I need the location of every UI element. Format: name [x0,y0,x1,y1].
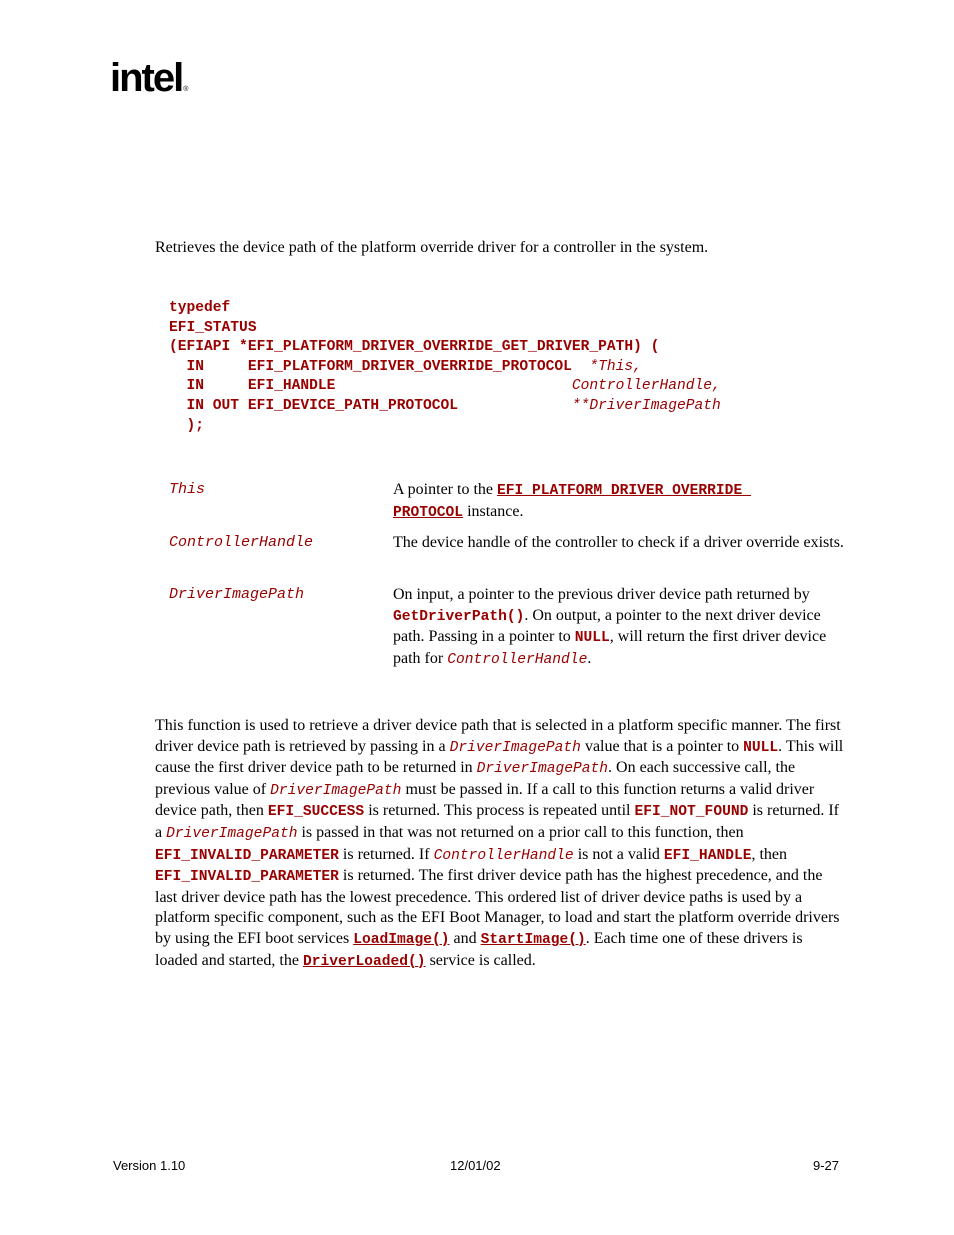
footer-page-number: 9-27 [813,1158,840,1173]
desc-text: . Each time one of these drivers is loaded and started, the [155,929,803,969]
param-desc-text: . [587,649,592,667]
desc-text: . This will cause the first driver device path to be returned in [155,737,844,777]
proto-param3-dir: IN OUT [169,397,248,414]
code-efi-invalid-parameter: EFI_INVALID_PARAMETER [155,847,339,864]
var-controllerhandle: ControllerHandle [447,651,588,668]
code-efi-success: EFI_SUCCESS [267,804,365,821]
desc-text: . On each successive call, the previous value of [155,759,796,798]
proto-param2-type: EFI_HANDLE [247,378,572,395]
param-desc-this [393,480,845,523]
desc-text: is returned. If a [155,802,839,841]
desc-text: and [449,929,481,947]
intel-logo [110,58,188,98]
param-desc-text: instance. [463,502,524,520]
var-driverimagepath: DriverImagePath [449,739,581,756]
proto-param3-name: **DriverImagePath [571,397,721,414]
link-driverloaded[interactable]: DriverLoaded() [302,953,426,970]
link-loadimage[interactable]: LoadImage() [353,931,450,948]
logo-text: intel [110,56,183,100]
footer-version: Version 1.10 [113,1158,186,1173]
param-desc-text: On input, a pointer to the previous driver device path returned by [393,586,810,603]
param-name-controllerhandle: ControllerHandle [169,534,314,551]
param-desc-text: . On output, a pointer to the next driver device path. Passing in a pointer to [393,606,821,645]
code-getdriverpath: GetDriverPath() [393,608,525,625]
var-driverimagepath: DriverImagePath [476,761,609,778]
desc-text: must be passed in. If a call to this function returns a valid driver device path, then [155,780,815,820]
desc-text: This function is used to retrieve a driver device path that is selected in a platform specific manner. The first driver device path is retrieved by passing in a [155,717,841,755]
proto-param1-type: EFI_PLATFORM_DRIVER_OVERRIDE_PROTOCOL [247,358,590,375]
var-controllerhandle: ControllerHandle [433,847,574,864]
proto-signature: (EFIAPI *EFI_PLATFORM_DRIVER_OVERRIDE_GET_DRIVER_PATH) ( [169,339,660,356]
protocol-link[interactable]: EFI_PLATFORM_DRIVER_OVERRIDE_ [496,483,751,499]
proto-param1-name: *This, [589,358,642,375]
desc-text: is returned. This process is repeated until [364,802,635,820]
param-desc-text: , will return the first driver device path for [393,628,827,667]
function-description [155,716,845,972]
proto-param1-dir: IN [169,358,248,375]
code-null: NULL [574,630,610,646]
proto-typedef: typedef [169,300,231,316]
var-driverimagepath: DriverImagePath [270,782,402,799]
function-summary: Retrieves the device path of the platform override driver for a controller in the system. [155,239,709,256]
desc-text: is passed in that was not returned on a prior call to this function, then [297,823,744,841]
proto-return-type: EFI_STATUS [169,319,257,336]
proto-param2-dir: IN [169,378,248,395]
desc-text: is not a valid [573,845,664,863]
proto-param2-name: ControllerHandle, [571,378,721,395]
param-name-driverimagepath: DriverImagePath [169,586,305,603]
protocol-link-cont[interactable]: PROTOCOL [393,504,464,521]
function-prototype [169,299,721,436]
footer-date: 12/01/02 [450,1158,501,1173]
registered-mark: ® [183,86,189,93]
desc-text: is returned. The first driver device path has the highest precedence, and the last driver device path has the lowest precedence. This ordered list of driver device paths is used by a platform specific component, such as the EFI Boot Manager, to load and start the platform override drivers by using the EFI boot services [155,867,840,947]
link-startimage[interactable]: StartImage() [480,931,586,948]
var-driverimagepath: DriverImagePath [166,825,298,842]
code-null: NULL [743,739,779,756]
proto-close: ); [169,417,205,434]
desc-text: , then [751,845,788,863]
desc-text: service is called. [425,951,536,969]
desc-text: is returned. If [338,845,434,863]
param-desc-text: A pointer to the [393,481,497,498]
code-efi-handle: EFI_HANDLE [663,847,752,864]
code-efi-not-found: EFI_NOT_FOUND [634,804,749,821]
proto-param3-type: EFI_DEVICE_PATH_PROTOCOL [247,397,572,414]
param-desc-driverimagepath [393,585,845,670]
code-efi-invalid-parameter: EFI_INVALID_PARAMETER [155,869,339,886]
param-name-this: This [169,481,206,498]
desc-text: value that is a pointer to [580,737,744,755]
param-desc-controllerhandle: The device handle of the controller to check if a driver override exists. [393,534,844,551]
